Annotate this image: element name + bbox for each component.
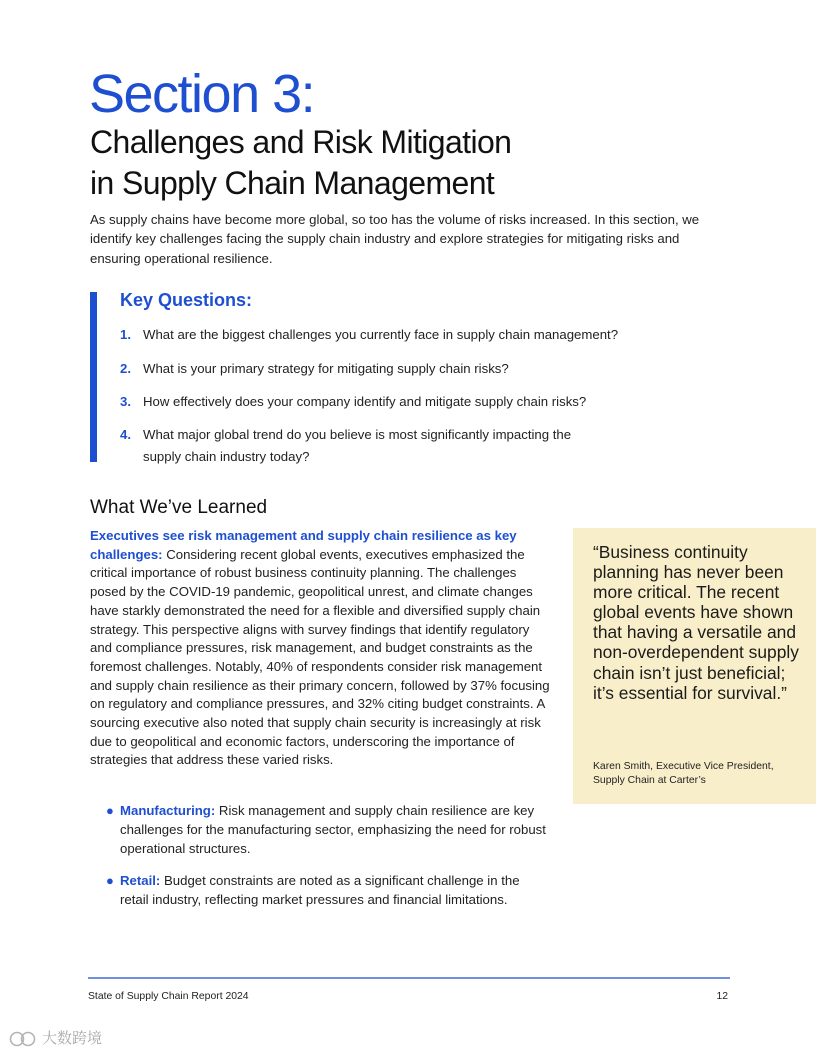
section-title-line2: in Supply Chain Management [90, 165, 495, 201]
key-question-item [120, 324, 663, 346]
attribution-line1: Karen Smith, Executive Vice President, [593, 761, 774, 772]
bullet-text: Budget constraints are noted as a significant challenge in the retail industry, reflecting market pressures and financial limitations. [120, 873, 520, 907]
key-question-number: 2. [120, 361, 131, 376]
learned-lead-text: Executives see risk management and supply chain resilience as key challenges: [90, 528, 517, 562]
key-question-item [120, 424, 583, 468]
key-question-number: 1. [120, 327, 131, 342]
key-question-text: How effectively does your company identify and mitigate supply chain risks? [143, 394, 587, 409]
section-title [90, 122, 511, 204]
watermark-logo-icon [8, 1030, 38, 1048]
what-we-learned-heading: What We’ve Learned [90, 497, 268, 518]
pull-quote-text: “Business continuity planning has never been more critical. The recent global events have shown that having a versatile and non-overdependent supply chain isn’t just beneficial; it’s essential for survival.” [593, 542, 799, 703]
key-question-number: 3. [120, 394, 131, 409]
key-question-item [120, 391, 663, 413]
learned-body-text: Considering recent global events, executives emphasized the critical importance of robust business continuity planning. The challenges posed by the COVID-19 pandemic, geopolitical unrest, and climate changes have starkly demonstrated the need for a flexible and diversified supply chain strategy. This perspective aligns with survey findings that identify regulatory and compliance pressures, risk management, and budget constraints as the foremost challenges. Notably, 40% of respondents consider risk management and supply chain resilience as their primary concern, followed by 37% focusing on regulatory and compliance pressures, and 32% citing budget constraints. A sourcing executive also noted that supply chain security is increasingly at risk due to geopolitical and economic factors, underscoring the importance of strategies that address these varied risks. [90, 546, 550, 768]
bullet-text: Risk management and supply chain resilience are key challenges for the manufacturing sector, emphasizing the need for robust operational structures. [120, 803, 546, 856]
list-item [106, 871, 546, 909]
pull-quote-box [573, 528, 816, 804]
key-questions-accent-bar [90, 292, 97, 462]
attribution-line2: Supply Chain at Carter’s [593, 775, 706, 787]
page-number: 12 [716, 991, 728, 1002]
learned-body-paragraph [90, 527, 552, 770]
key-question-item [120, 358, 663, 380]
watermark [8, 1028, 102, 1050]
key-questions-title: Key Questions: [120, 290, 253, 310]
footer-divider [88, 977, 730, 979]
key-question-text: What is your primary strategy for mitigating supply chain risks? [143, 361, 509, 376]
bullet-icon: ● [106, 873, 114, 888]
section-number: Section 3: [89, 64, 315, 124]
key-question-text: What are the biggest challenges you currently face in supply chain management? [143, 327, 619, 342]
list-item [106, 801, 546, 858]
bullet-icon: ● [106, 803, 114, 818]
bullet-label: Manufacturing: [120, 803, 216, 818]
section-title-line1: Challenges and Risk Mitigation [90, 124, 512, 160]
key-question-number: 4. [120, 427, 131, 442]
watermark-text: 大数跨境 [42, 1030, 103, 1047]
bullet-label: Retail: [120, 873, 161, 888]
pull-quote-attribution [593, 760, 811, 789]
key-question-text: What major global trend do you believe is most significantly impacting the supply chain industry today? [143, 427, 572, 464]
footer-report-name: State of Supply Chain Report 2024 [88, 991, 249, 1002]
intro-paragraph: As supply chains have become more global, so too has the volume of risks increased. In this section, we identify key challenges facing the supply chain industry and explore strategies for mitigating risks and ensuring operational resilience. [90, 212, 700, 266]
